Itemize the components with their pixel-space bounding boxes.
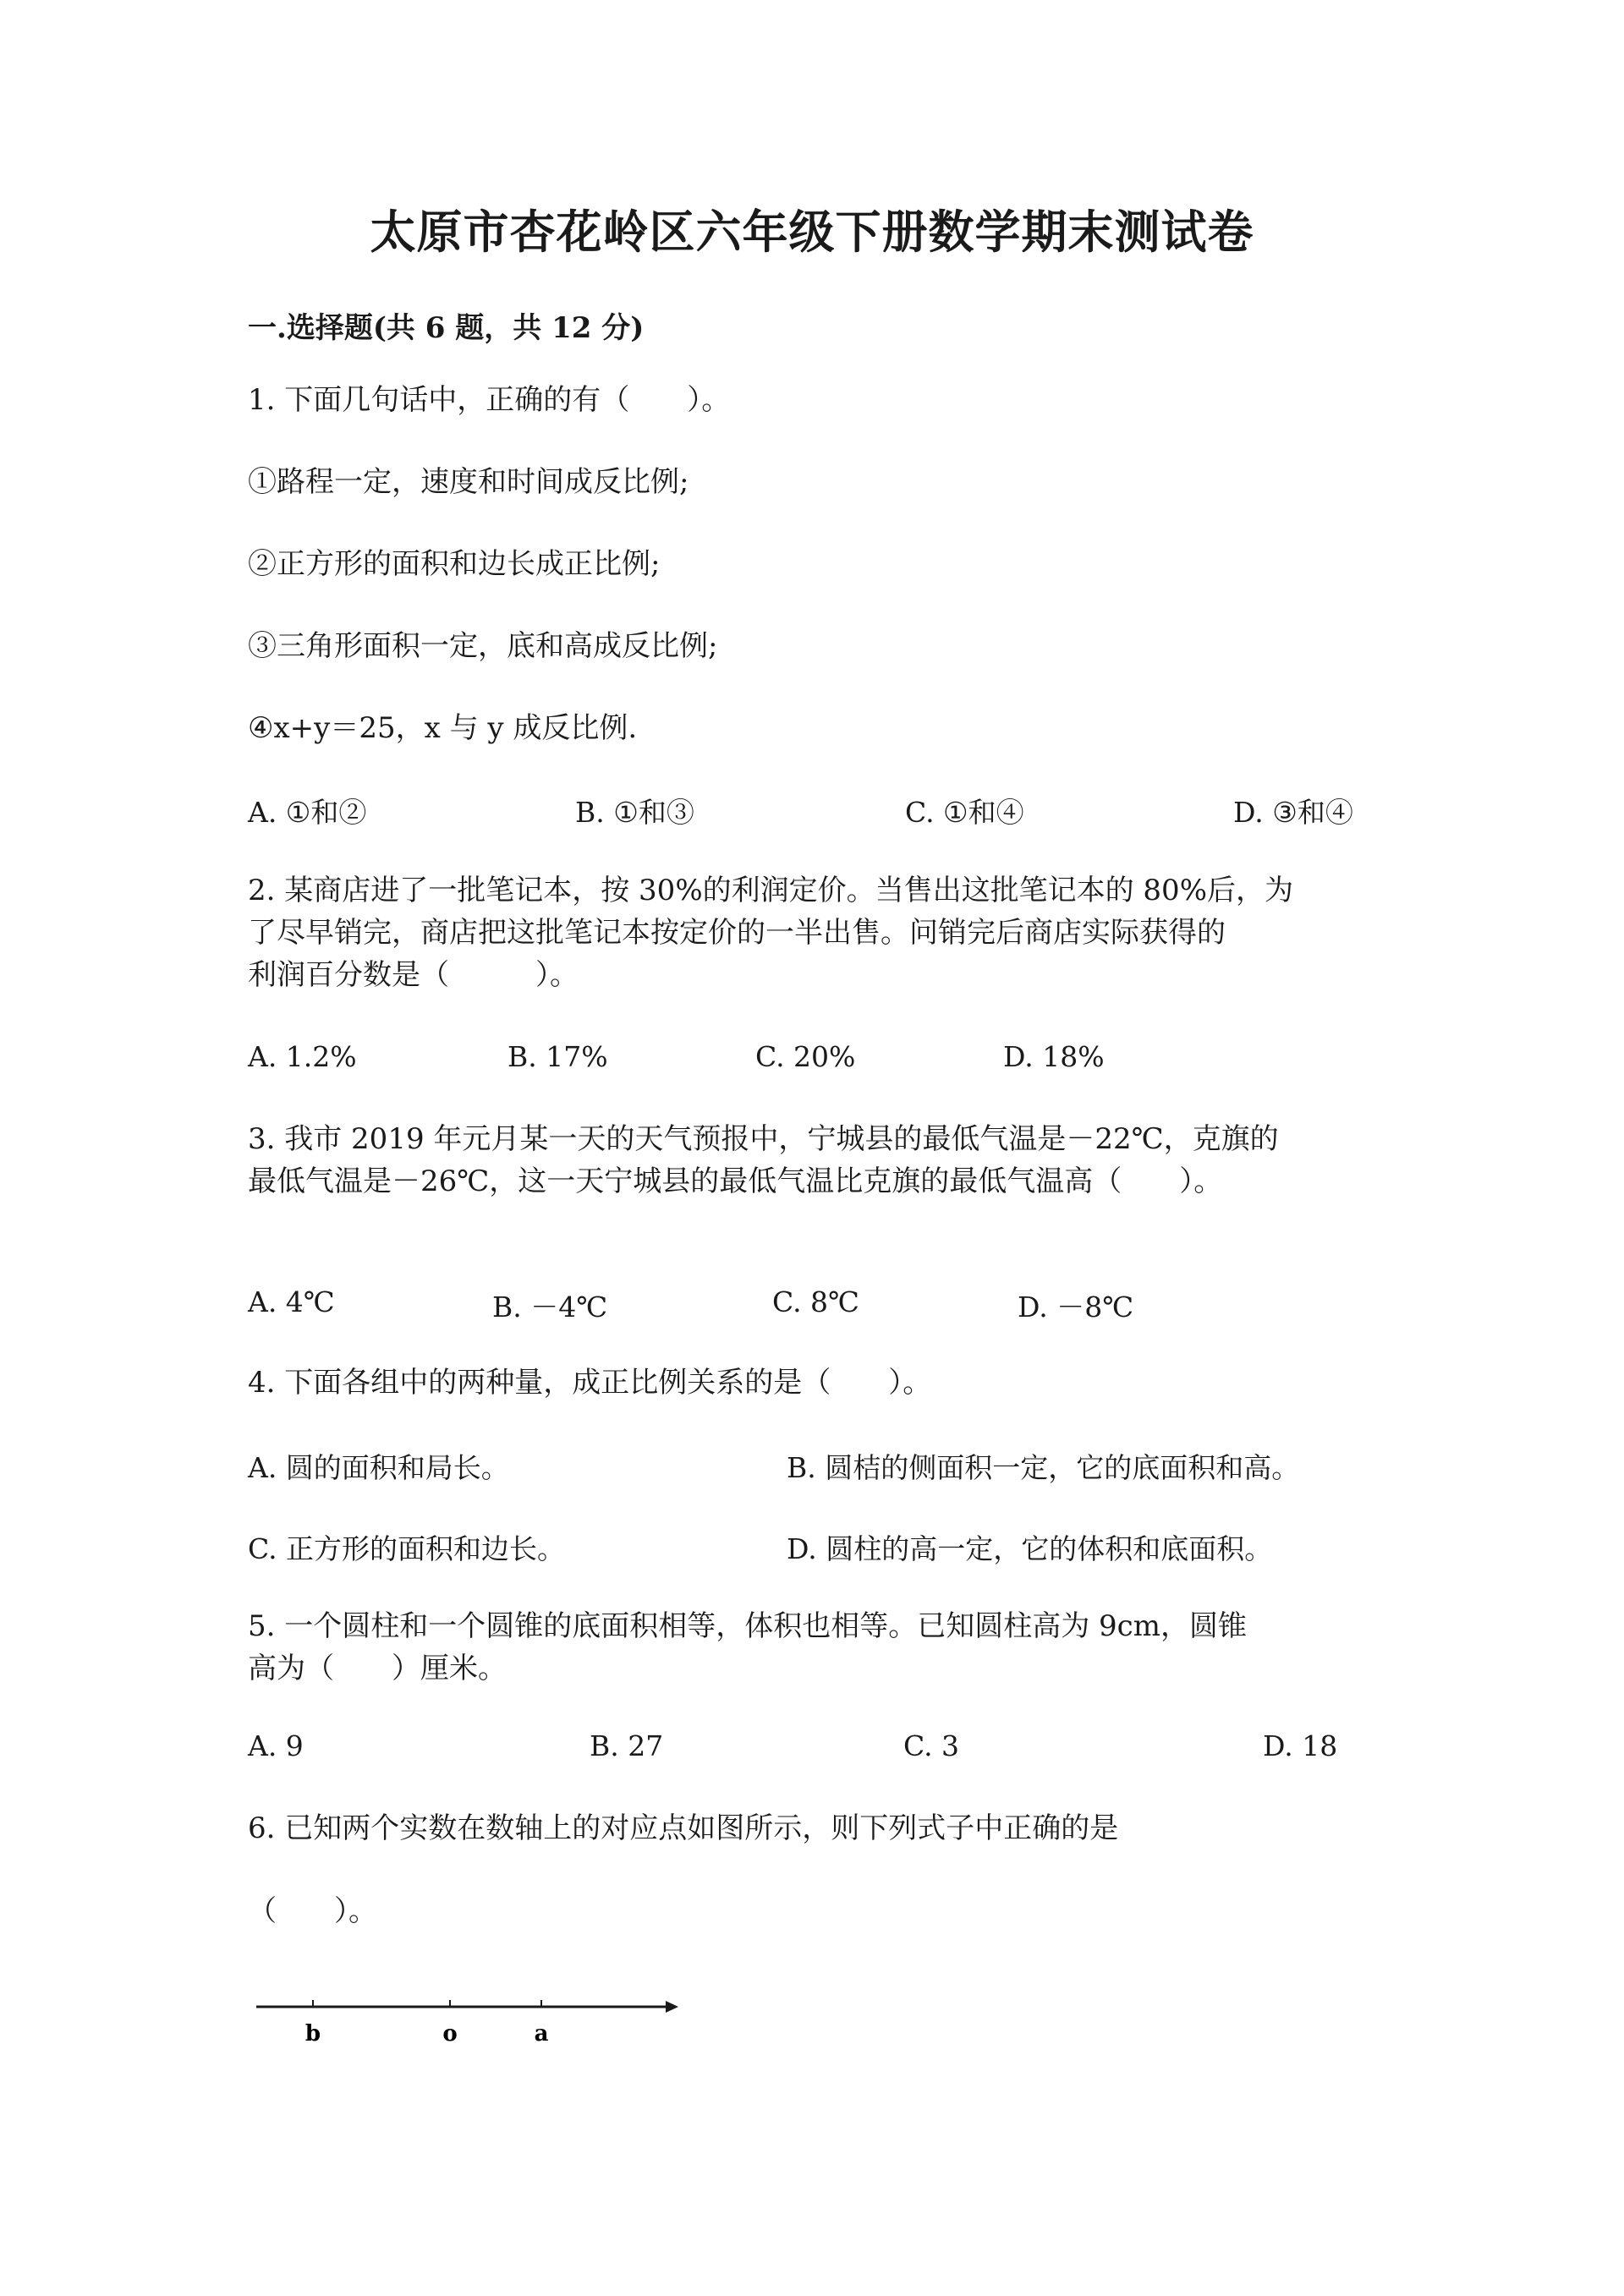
question-3-option-b: B. －4℃ [492, 1290, 608, 1323]
question-5-option-d: D. 18 [1263, 1729, 1338, 1762]
question-5-stem-line-1: 5. 一个圆柱和一个圆锥的底面积相等，体积也相等。已知圆柱高为 9cm，圆锥 [248, 1609, 1247, 1643]
question-3-stem-line-1: 3. 我市 2019 年元月某一天的天气预报中，宁城县的最低气温是－22℃，克旗的 [248, 1122, 1279, 1156]
question-3-option-a: A. 4℃ [248, 1285, 335, 1318]
question-1-option-a: A. ①和② [248, 796, 367, 829]
question-2-option-a: A. 1.2% [248, 1040, 357, 1073]
section-header: 一.选择题(共 6 题，共 12 分) [248, 311, 645, 345]
question-1-option-d: D. ③和④ [1233, 796, 1353, 829]
question-1-statement-4: ④x+y＝25，x 与 y 成反比例. [248, 711, 638, 745]
label-a: a [534, 2021, 549, 2047]
question-4-option-b: B. 圆桔的侧面积一定，它的底面积和高。 [787, 1451, 1300, 1484]
number-line-arrow [666, 2001, 678, 2013]
question-2-stem-line-1: 2. 某商店进了一批笔记本，按 30%的利润定价。当售出这批笔记本的 80%后，为 [248, 874, 1294, 907]
page-title: 太原市杏花岭区六年级下册数学期末测试卷 [370, 205, 1254, 259]
label-b: b [304, 2021, 321, 2047]
question-3-option-d: D. －8℃ [1018, 1290, 1134, 1323]
question-2-option-c: C. 20% [755, 1040, 856, 1073]
question-2-stem-line-3: 利润百分数是（ ）。 [248, 958, 579, 992]
question-1-option-b: B. ①和③ [575, 796, 694, 829]
question-4-option-c: C. 正方形的面积和边长。 [248, 1532, 566, 1565]
question-5-option-b: B. 27 [590, 1729, 664, 1762]
question-4-option-a: A. 圆的面积和局长。 [248, 1451, 509, 1484]
number-line-figure [250, 1992, 689, 2059]
question-3-option-c: C. 8℃ [772, 1285, 859, 1318]
question-1-statement-3: ③三角形面积一定，底和高成反比例; [248, 629, 718, 663]
question-3-stem-line-2: 最低气温是－26℃，这一天宁城县的最低气温比克旗的最低气温高（ ）。 [248, 1164, 1223, 1198]
question-4-stem: 4. 下面各组中的两种量，成正比例关系的是（ ）。 [248, 1366, 932, 1400]
question-1-statement-1: ①路程一定，速度和时间成反比例; [248, 465, 689, 499]
question-1-stem: 1. 下面几句话中，正确的有（ ）。 [248, 383, 731, 417]
question-6-stem-line-1: 6. 已知两个实数在数轴上的对应点如图所示，则下列式子中正确的是 [248, 1811, 1119, 1845]
question-5-option-c: C. 3 [903, 1729, 960, 1762]
question-4-option-d: D. 圆柱的高一定，它的体积和底面积。 [787, 1532, 1273, 1565]
question-5-option-a: A. 9 [248, 1729, 304, 1762]
label-o: o [442, 2021, 458, 2047]
question-2-stem-line-2: 了尽早销完，商店把这批笔记本按定价的一半出售。问销完后商店实际获得的 [248, 916, 1226, 950]
question-1-statement-2: ②正方形的面积和边长成正比例; [248, 547, 661, 581]
question-6-stem-line-2: （ ）。 [248, 1894, 377, 1928]
question-5-stem-line-2: 高为（ ）厘米。 [248, 1652, 507, 1685]
question-2-option-d: D. 18% [1003, 1040, 1105, 1073]
question-1-option-c: C. ①和④ [905, 796, 1024, 829]
question-2-option-b: B. 17% [508, 1040, 608, 1073]
